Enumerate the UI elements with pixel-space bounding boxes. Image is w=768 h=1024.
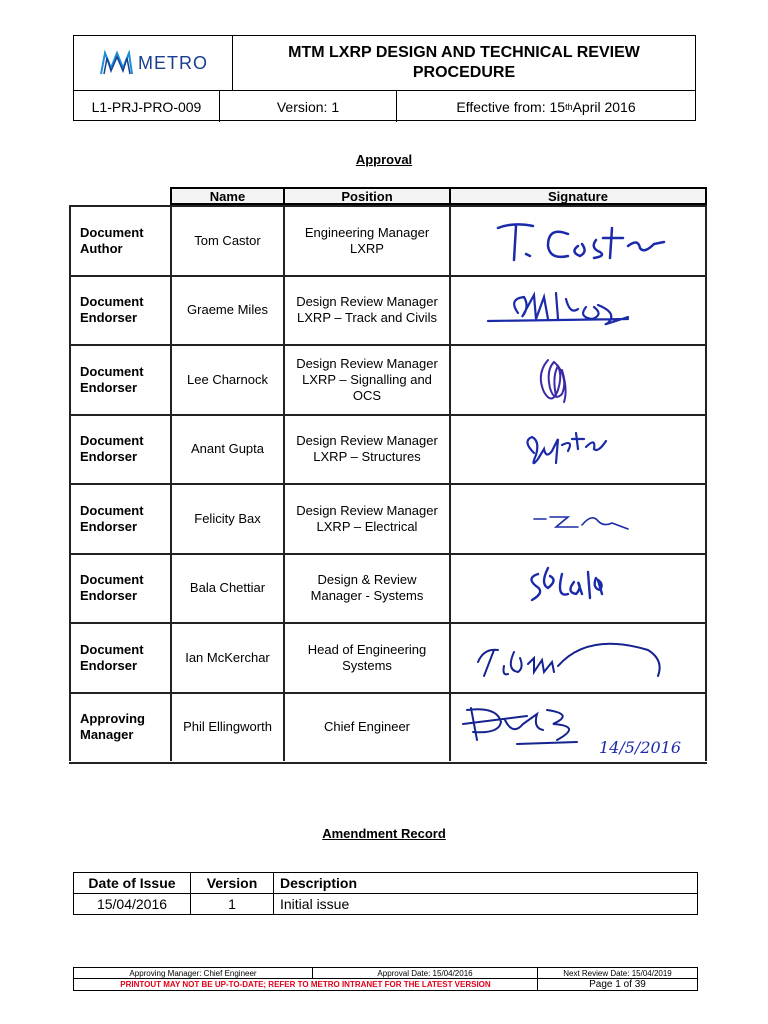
document-version: Version: 1 <box>220 91 397 122</box>
approval-name: Tom Castor <box>170 207 283 275</box>
approval-name: Graeme Miles <box>170 277 283 345</box>
approval-position: Chief Engineer <box>283 694 449 762</box>
amendment-version: 1 <box>191 894 274 915</box>
page-footer <box>73 967 698 991</box>
approval-row <box>69 622 707 692</box>
approval-table <box>69 187 707 764</box>
metro-m-icon <box>98 50 134 76</box>
approval-row <box>69 553 707 623</box>
col-name: Name <box>170 187 283 205</box>
page-number: Page 1 of 39 <box>538 979 698 991</box>
approval-position: Design Review Manager LXRP – Structures <box>283 416 449 484</box>
approval-position: Design Review Manager LXRP – Signalling and OCS <box>283 346 449 414</box>
amendment-date: 15/04/2016 <box>74 894 191 915</box>
col-version: Version <box>191 873 274 894</box>
amendment-header-row <box>74 873 698 894</box>
metro-logo-text: METRO <box>138 52 208 73</box>
approval-row <box>69 692 707 762</box>
approval-role: Document Author <box>69 207 170 275</box>
col-description: Description <box>274 873 698 894</box>
approval-position: Engineering Manager LXRP <box>283 207 449 275</box>
approval-name: Ian McKerchar <box>170 624 283 692</box>
amendment-heading: Amendment Record <box>322 826 446 841</box>
approval-row <box>69 414 707 484</box>
metro-logo <box>74 36 233 91</box>
approval-name: Phil Ellingworth <box>170 694 283 762</box>
approval-name: Felicity Bax <box>170 485 283 553</box>
document-header <box>73 35 696 121</box>
amendment-description: Initial issue <box>274 894 698 915</box>
signature-image <box>449 346 707 414</box>
approval-role: Document Endorser <box>69 485 170 553</box>
approval-row <box>69 275 707 345</box>
approval-position: Head of Engineering Systems <box>283 624 449 692</box>
approval-name: Lee Charnock <box>170 346 283 414</box>
approval-position: Design Review Manager LXRP – Electrical <box>283 485 449 553</box>
approval-role: Document Endorser <box>69 277 170 345</box>
table-bottom-border <box>69 762 707 764</box>
signature-image <box>449 277 707 345</box>
document-id: L1-PRJ-PRO-009 <box>74 91 220 122</box>
approval-name: Anant Gupta <box>170 416 283 484</box>
effective-date: Effective from: 15 th April 2016 <box>456 98 636 115</box>
col-signature: Signature <box>449 187 707 205</box>
signature-image <box>449 207 707 275</box>
approval-position: Design Review Manager LXRP – Track and Civils <box>283 277 449 345</box>
approval-name: Bala Chettiar <box>170 555 283 623</box>
approval-position: Design & Review Manager - Systems <box>283 555 449 623</box>
approval-heading: Approval <box>355 152 413 167</box>
approval-row <box>69 344 707 414</box>
approval-role: Approving Manager <box>69 694 170 762</box>
approval-table-header <box>170 187 707 205</box>
footer-next-review: Next Review Date: 15/04/2019 <box>538 968 698 979</box>
approval-row <box>69 205 707 275</box>
signature-image <box>449 416 707 484</box>
footer-approving-manager: Approving Manager: Chief Engineer <box>74 968 313 979</box>
footer-approval-date: Approval Date: 15/04/2016 <box>313 968 538 979</box>
approval-role: Document Endorser <box>69 346 170 414</box>
signature-image <box>449 555 707 623</box>
document-title: MTM LXRP DESIGN AND TECHNICAL REVIEW PROCEDURE <box>233 36 695 91</box>
amendment-table <box>73 872 698 915</box>
signature-image <box>449 485 707 553</box>
table-row <box>74 894 698 915</box>
col-date-of-issue: Date of Issue <box>74 873 191 894</box>
approval-row <box>69 483 707 553</box>
approval-role: Document Endorser <box>69 555 170 623</box>
col-position: Position <box>283 187 449 205</box>
signature-image <box>449 624 707 692</box>
approval-role: Document Endorser <box>69 416 170 484</box>
footer-warning: PRINTOUT MAY NOT BE UP-TO-DATE; REFER TO METRO INTRANET FOR THE LATEST VERSION <box>74 979 538 991</box>
handwritten-date: 14/5/2016 <box>599 737 682 757</box>
approval-role: Document Endorser <box>69 624 170 692</box>
